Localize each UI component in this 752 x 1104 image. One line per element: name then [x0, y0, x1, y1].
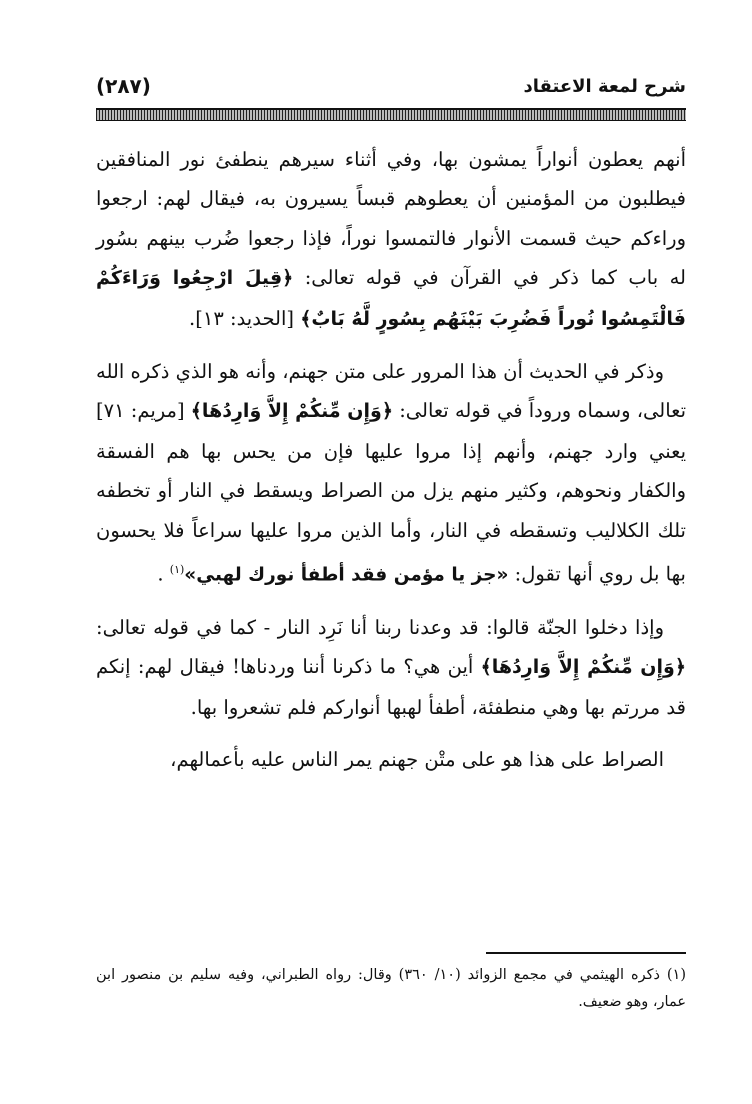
quran-verse: ﴿وَإِن مِّنكُمْ إِلاَّ وَارِدُهَا﴾ — [190, 400, 393, 423]
paragraph-2 — [96, 352, 686, 595]
text-run: أين هي؟ ما ذكرنا أننا وردناها! فيقال لهم: إنكم قد مررتم بها وهي منطفئة، أطفأ لهبها أنواركم فلم تشعروا بها. — [96, 655, 686, 719]
footnote-marker[interactable]: (١) — [169, 563, 185, 577]
page-number: (٢٨٧) — [96, 74, 151, 98]
running-header — [96, 70, 686, 104]
quran-verse: ﴿قِيلَ ارْجِعُوا وَرَاءَكُمْ فَالْتَمِسُوا نُوراً فَضُرِبَ بَيْنَهُم بِسُورٍ لَّهُ بَابٌ﴾ — [96, 267, 686, 330]
footnote-separator — [486, 952, 686, 954]
paragraph-3 — [96, 608, 686, 727]
verse-reference: [الحديد: ١٣]. — [189, 306, 301, 330]
text-run: وذكر في الحديث أن هذا المرور على متن جهنم، وأنه هو الذي ذكره الله تعالى، وسماه وروداً في قوله تعالى: — [96, 360, 686, 423]
quran-verse: ﴿وَإِن مِّنكُمْ إِلاَّ وَارِدُهَا﴾ — [480, 656, 686, 679]
text-run: الصراط على هذا هو على متْن جهنم يمر الناس عليه بأعمالهم، — [170, 748, 664, 772]
header-rule — [96, 108, 686, 121]
text-run: أنهم يعطون أنواراً يمشون بها، وفي أثناء سيرهم ينطفئ نور المنافقين فيطلبون من المؤمنين أن يعطوهم قبساً يسيرون به، فيقال لهم: ارجعوا وراءكم حيث قسمت الأنوار فالتمسوا نوراً، فإذا رجعوا ضُرب بينهم بسُور له باب كما ذكر في القرآن في قوله تعالى: — [96, 148, 686, 290]
text-run: . — [157, 562, 170, 586]
hadith-quote: «جز يا مؤمن فقد أطفأ نورك لهبي» — [184, 564, 509, 586]
footnote: (١) ذكره الهيثمي في مجمع الزوائد (١٠/ ٣٦٠) وقال: رواه الطبراني، وفيه سليم بن منصور ابن عمار، وهو ضعيف. — [96, 967, 686, 1010]
text-run: [مريم: ٧١] يعني وارد جهنم، وأنهم إذا مروا عليها فإن من يحس بها هم الفسقة والكفار ونحوهم، وكثير منهم يزل من الصراط ويسقط في النار أو تخطفه تلك الكلاليب وتسقطه في النار، وأما الذين مروا عليها سراعاً فلا يحسون بها بل روي أنها تقول: — [96, 399, 686, 586]
book-title: شرح لمعة الاعتقاد — [523, 76, 686, 97]
paragraph-1 — [96, 140, 686, 339]
body-text — [96, 140, 686, 780]
paragraph-4 — [96, 740, 686, 779]
text-run: وإذا دخلوا الجنّة قالوا: قد وعدنا ربنا أنا نَرِد النار - كما في قوله تعالى: — [96, 615, 664, 639]
